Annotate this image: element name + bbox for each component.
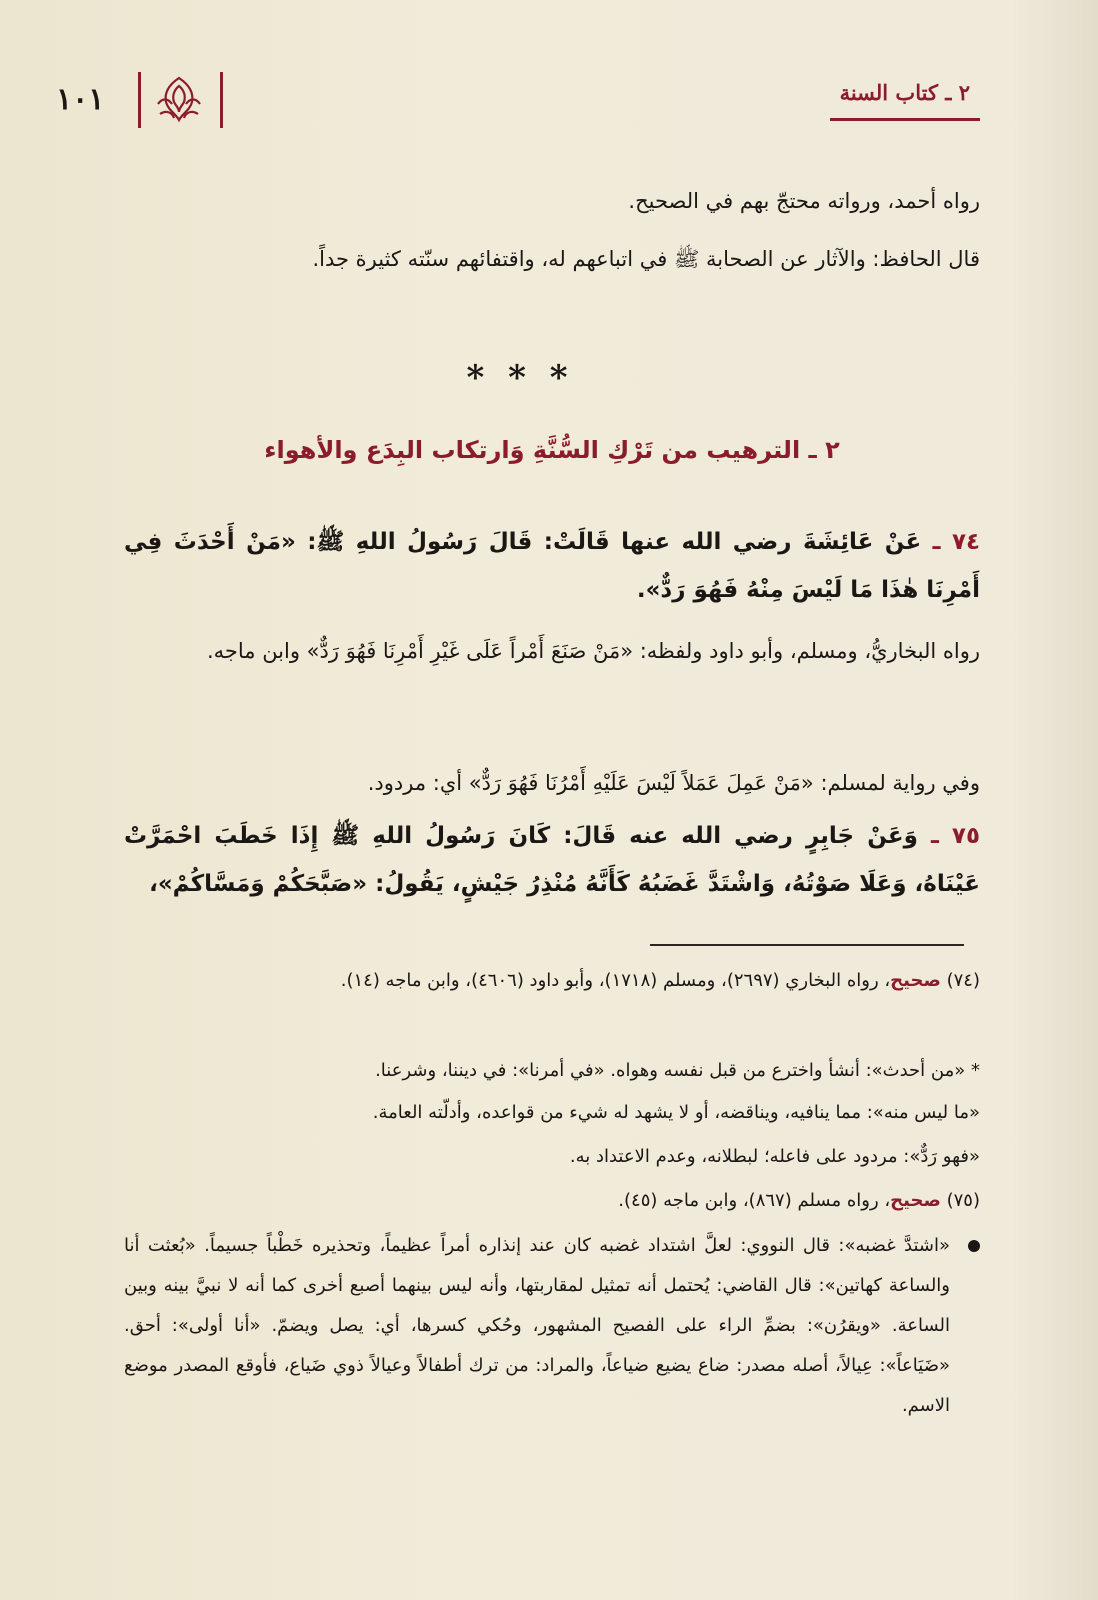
hadith-text: عَنْ عَائِشَةَ رضي الله عنها قَالَتْ: قَالَ رَسُولُ اللهِ ﷺ: «مَنْ أَحْدَثَ فِي أَمْرِنَا هٰذَا مَا لَيْسَ مِنْهُ فَهُوَ رَدٌّ».	[124, 529, 980, 603]
body-paragraph: رواه أحمد، ورواته محتجّ بهم في الصحيح.	[628, 189, 980, 213]
hadith-75	[124, 812, 980, 908]
hadith-text: وَعَنْ جَابِرٍ رضي الله عنه قَالَ: كَانَ رَسُولُ اللهِ ﷺ إِذَا خَطَبَ احْمَرَّتْ عَيْنَاهُ، وَعَلَا صَوْتُهُ، وَاشْتَدَّ غَضَبُهُ كَأَنَّهُ مُنْذِرُ جَيْشٍ، يَقُولُ: «صَبَّحَكُمْ وَمَسَّاكُمْ»،	[124, 823, 980, 897]
bullet-icon	[968, 1240, 980, 1252]
footnote-75	[124, 1182, 980, 1220]
running-head-rule	[830, 118, 980, 121]
running-head: ٢ ـ كتاب السنة	[839, 80, 970, 105]
section-separator: * * *	[466, 358, 574, 398]
body-paragraph: قال الحافظ: والآثار عن الصحابة ﷺ في اتباعهم له، واقتفائهم سنّته كثيرة جداً.	[312, 247, 980, 271]
footnote-rule	[650, 944, 964, 946]
grade-label: صحيح	[890, 970, 941, 991]
hadith-number: ٧٥ ـ	[930, 823, 980, 849]
footnote-74	[124, 962, 980, 1000]
footnote-note: * «من أحدث»: أنشأ واخترع من قبل نفسه وهواه. «في أمرنا»: في ديننا، وشرعنا.	[375, 1060, 980, 1081]
footnote-text: ، رواه البخاري (٢٦٩٧)، ومسلم (١٧١٨)، وأبو داود (٤٦٠٦)، وابن ماجه (١٤).	[340, 970, 891, 991]
body-paragraph: وفي رواية لمسلم: «مَنْ عَمِلَ عَمَلاً لَيْسَ عَلَيْهِ أَمْرُنَا فَهُوَ رَدٌّ» أي: مردود.	[367, 771, 980, 795]
header-divider	[138, 72, 141, 128]
ornament-icon	[152, 74, 206, 124]
hadith-number: ٧٤ ـ	[932, 529, 981, 555]
section-title: ٢ ـ الترهيب من تَرْكِ السُّنَّةِ وَارتكاب البِدَع والأهواء	[264, 436, 840, 464]
hadith-74	[124, 518, 980, 614]
page-number: ١٠١	[56, 82, 105, 117]
footnote-number: (٧٤)	[946, 970, 980, 991]
grade-label: صحيح	[890, 1190, 941, 1211]
footnote-note: «ما ليس منه»: مما ينافيه، ويناقضه، أو لا يشهد له شيء من قواعده، وأدلّته العامة.	[372, 1102, 980, 1123]
body-paragraph: رواه البخاريُّ، ومسلم، وأبو داود ولفظه: «مَنْ صَنَعَ أَمْراً عَلَى غَيْرِ أَمْرِنَا فَهُوَ رَدٌّ» وابن ماجه.	[206, 639, 980, 663]
footnote-number: (٧٥)	[946, 1190, 980, 1211]
footnote-note: «اشتدَّ غضبه»: قال النووي: لعلَّ اشتداد غضبه كان عند إنذاره أمراً عظيماً، وتحذيره خَطْباً جسيماً. «بُعثت أنا والساعة كهاتين»: قال القاضي: يُحتمل أنه تمثيل لمقاربتها، وأنه ليس بينهما أصبع أخرى كما أنه لا نبيَّ بينه وبين الساعة. «ويقرُن»: بضمِّ الراء على الفصيح المشهور، وحُكي كسرها، أي: يصل ويضمّ. «أنا أولى»: أحق. «ضَيَاعاً»: عِيالاً، أصله مصدر: ضاع يضيع ضياعاً، والمراد: من ترك أطفالاً وعيالاً ذوي ضَياع، فأوقع المصدر موضع الاسم.	[124, 1235, 950, 1416]
page-header	[40, 72, 980, 132]
header-divider	[220, 72, 223, 128]
footnote-text: ، رواه مسلم (٨٦٧)، وابن ماجه (٤٥).	[618, 1190, 891, 1211]
footnote-note: «فهو رَدٌّ»: مردود على فاعله؛ لبطلانه، وعدم الاعتداد به.	[569, 1146, 980, 1167]
